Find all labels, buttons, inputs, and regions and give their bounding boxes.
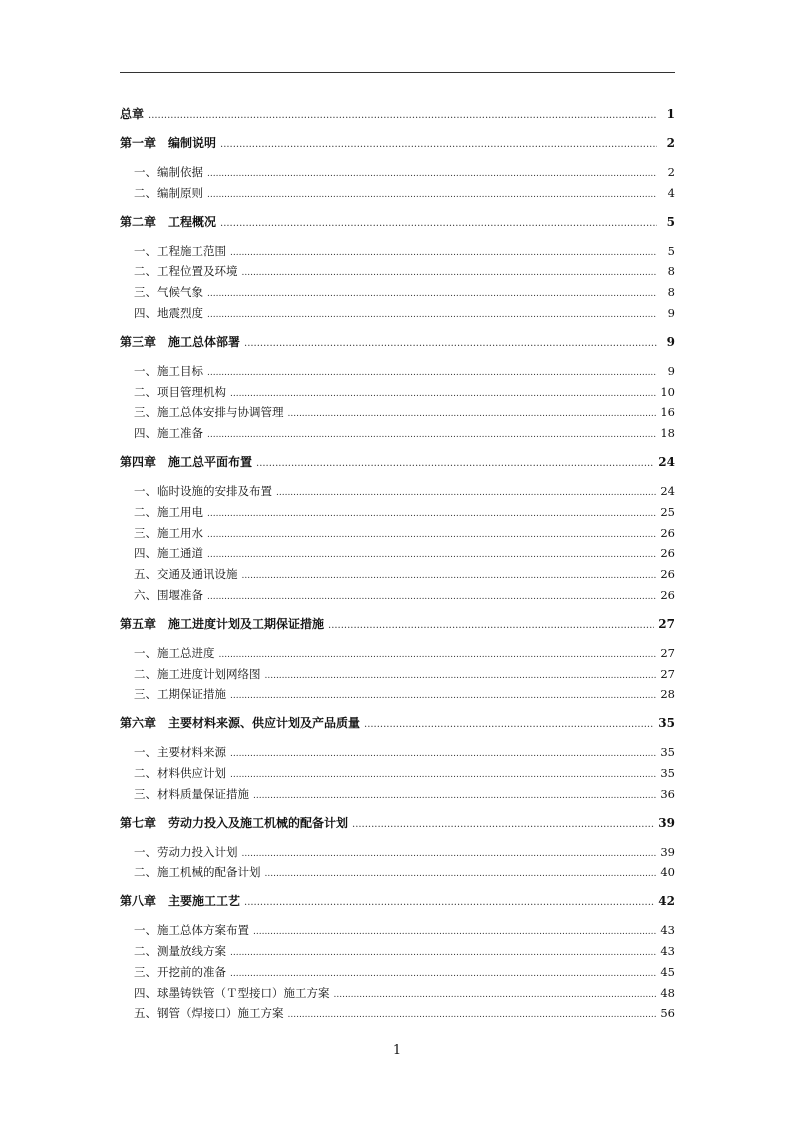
toc-section-entry[interactable] [120, 481, 675, 502]
toc-section-title: 四、施工准备 [134, 426, 203, 441]
toc-leader-dots [230, 243, 657, 264]
toc-chapter-entry[interactable] [120, 212, 675, 233]
toc-section-page: 24 [660, 483, 675, 498]
toc-section-entry[interactable] [120, 585, 675, 606]
toc-leader-dots [256, 453, 654, 474]
toc-section-entry[interactable] [120, 423, 675, 444]
toc-chapter-entry[interactable] [120, 713, 675, 734]
toc-section-page: 26 [660, 546, 675, 561]
toc-leader-dots [148, 105, 657, 126]
toc-leader-dots [288, 1005, 657, 1026]
toc-chapter-title: 第四章 施工总平面布置 [120, 454, 253, 469]
toc-leader-dots [230, 765, 656, 786]
toc-leader-dots [352, 814, 654, 835]
toc-chapter-title: 第一章 编制说明 [120, 136, 217, 150]
toc-chapter-title: 第三章 施工总体部署 [120, 334, 241, 349]
toc-section-title: 二、施工机械的配备计划 [134, 865, 261, 880]
toc-chapter-entry[interactable] [120, 614, 675, 635]
toc-section-page: 4 [667, 185, 675, 200]
toc-section-title: 二、施工进度计划网络图 [134, 666, 261, 681]
toc-leader-dots [230, 943, 656, 964]
toc-section-title: 五、交通及通讯设施 [134, 567, 238, 582]
toc-chapter-title: 第八章 主要施工工艺 [120, 894, 241, 909]
toc-section-page: 9 [667, 305, 675, 320]
toc-leader-dots [207, 164, 657, 185]
toc-section-page: 56 [660, 1006, 675, 1021]
toc-section-page: 26 [660, 567, 675, 582]
toc-section-title: 二、项目管理机构 [134, 384, 226, 399]
toc-section-entry[interactable] [120, 763, 675, 784]
toc-section-title: 三、施工总体安排与协调管理 [134, 405, 284, 420]
toc-chapter-entry[interactable] [120, 452, 675, 473]
toc-chapter-entry[interactable] [120, 104, 675, 125]
table-of-contents [120, 104, 675, 1024]
toc-section-page: 40 [660, 865, 675, 880]
toc-section-title: 三、气候气象 [134, 285, 203, 300]
toc-section-entry[interactable] [120, 282, 675, 303]
toc-leader-dots [253, 922, 656, 943]
page-number: 1 [392, 1043, 402, 1058]
toc-leader-dots [230, 744, 656, 765]
toc-leader-dots [364, 714, 654, 735]
toc-leader-dots [244, 333, 657, 354]
toc-section-page: 39 [660, 844, 675, 859]
toc-section-title: 二、测量放线方案 [134, 943, 226, 958]
toc-section-title: 三、开挖前的准备 [134, 964, 226, 979]
toc-section-entry[interactable] [120, 543, 675, 564]
toc-chapter-title: 第二章 工程概况 [120, 214, 217, 229]
toc-section-entry[interactable] [120, 920, 675, 941]
toc-section-entry[interactable] [120, 241, 675, 262]
toc-chapter-page: 1 [666, 107, 675, 121]
toc-section-entry[interactable] [120, 361, 675, 382]
toc-section-page: 27 [660, 666, 675, 681]
toc-section-entry[interactable] [120, 742, 675, 763]
toc-leader-dots [242, 844, 657, 865]
toc-section-entry[interactable] [120, 183, 675, 204]
toc-chapter-page: 5 [666, 214, 675, 229]
toc-leader-dots [288, 404, 657, 425]
toc-section-entry[interactable] [120, 983, 675, 1004]
toc-section-title: 一、施工目标 [134, 363, 203, 378]
toc-section-page: 5 [667, 243, 675, 258]
toc-section-entry[interactable] [120, 643, 675, 664]
toc-leader-dots [230, 686, 656, 707]
toc-section-page: 35 [660, 765, 675, 780]
toc-section-page: 28 [660, 687, 675, 702]
toc-section-entry[interactable] [120, 162, 675, 183]
toc-chapter-entry[interactable] [120, 133, 675, 154]
toc-section-page: 36 [660, 786, 675, 801]
toc-chapter-page: 27 [658, 616, 675, 631]
toc-section-page: 18 [660, 426, 675, 441]
toc-chapter-page: 42 [658, 894, 675, 909]
toc-leader-dots [265, 666, 657, 687]
toc-section-entry[interactable] [120, 564, 675, 585]
toc-leader-dots [207, 504, 656, 525]
toc-leader-dots [207, 525, 656, 546]
toc-section-entry[interactable] [120, 382, 675, 403]
toc-leader-dots [334, 985, 657, 1006]
toc-section-entry[interactable] [120, 684, 675, 705]
toc-leader-dots [220, 134, 657, 155]
toc-section-title: 三、工期保证措施 [134, 687, 226, 702]
toc-section-entry[interactable] [120, 941, 675, 962]
toc-section-entry[interactable] [120, 1003, 675, 1024]
toc-section-page: 45 [660, 964, 675, 979]
toc-leader-dots [207, 284, 657, 305]
toc-section-entry[interactable] [120, 962, 675, 983]
toc-chapter-entry[interactable] [120, 813, 675, 834]
toc-section-title: 一、施工总进度 [134, 645, 215, 660]
toc-section-title: 一、主要材料来源 [134, 745, 226, 760]
toc-section-page: 9 [667, 363, 675, 378]
toc-chapter-entry[interactable] [120, 332, 675, 353]
toc-section-title: 三、材料质量保证措施 [134, 786, 249, 801]
toc-chapter-page: 2 [666, 136, 675, 150]
toc-section-page: 2 [667, 165, 675, 179]
toc-section-title: 二、材料供应计划 [134, 765, 226, 780]
toc-section-page: 35 [660, 745, 675, 760]
toc-section-page: 8 [667, 285, 675, 300]
toc-section-page: 26 [660, 525, 675, 540]
toc-section-page: 26 [660, 587, 675, 602]
toc-section-title: 二、工程位置及环境 [134, 264, 238, 279]
toc-section-title: 四、球墨铸铁管（Ｔ型接口）施工方案 [134, 985, 330, 1000]
toc-section-page: 48 [660, 985, 675, 1000]
toc-section-entry[interactable] [120, 261, 675, 282]
toc-leader-dots [328, 615, 654, 636]
toc-section-title: 三、施工用水 [134, 525, 203, 540]
toc-section-title: 五、钢管（焊接口）施工方案 [134, 1006, 284, 1021]
toc-leader-dots [276, 483, 656, 504]
toc-section-page: 25 [660, 504, 675, 519]
toc-leader-dots [207, 545, 656, 566]
toc-section-title: 四、施工通道 [134, 546, 203, 561]
toc-section-title: 四、地震烈度 [134, 305, 203, 320]
toc-section-title: 一、临时设施的安排及布置 [134, 483, 272, 498]
toc-chapter-title: 总章 [120, 107, 145, 121]
toc-section-page: 8 [667, 264, 675, 279]
toc-section-title: 二、施工用电 [134, 504, 203, 519]
toc-section-entry[interactable] [120, 664, 675, 685]
toc-section-entry[interactable] [120, 523, 675, 544]
toc-section-entry[interactable] [120, 402, 675, 423]
toc-chapter-entry[interactable] [120, 891, 675, 912]
toc-section-title: 一、劳动力投入计划 [134, 844, 238, 859]
toc-leader-dots [207, 425, 656, 446]
toc-section-title: 二、编制原则 [134, 185, 203, 200]
toc-section-title: 一、编制依据 [134, 165, 203, 179]
toc-chapter-page: 35 [658, 716, 675, 731]
toc-section-page: 16 [660, 405, 675, 420]
toc-section-page: 43 [660, 923, 675, 938]
header-rule [120, 72, 675, 73]
toc-leader-dots [207, 363, 657, 384]
toc-chapter-page: 24 [658, 454, 675, 469]
toc-chapter-page: 9 [666, 334, 675, 349]
toc-leader-dots [253, 786, 656, 807]
toc-section-entry[interactable] [120, 502, 675, 523]
toc-chapter-title: 第六章 主要材料来源、供应计划及产品质量 [120, 716, 361, 731]
toc-section-page: 27 [660, 645, 675, 660]
toc-leader-dots [219, 645, 657, 666]
toc-leader-dots [220, 213, 657, 234]
toc-section-title: 六、围堰准备 [134, 587, 203, 602]
toc-chapter-title: 第五章 施工进度计划及工期保证措施 [120, 616, 325, 631]
toc-leader-dots [242, 263, 658, 284]
toc-leader-dots [244, 892, 654, 913]
toc-leader-dots [242, 566, 657, 587]
toc-section-entry[interactable] [120, 784, 675, 805]
toc-section-entry[interactable] [120, 862, 675, 883]
toc-section-entry[interactable] [120, 842, 675, 863]
toc-section-page: 10 [660, 384, 675, 399]
toc-leader-dots [230, 964, 656, 985]
toc-section-title: 一、工程施工范围 [134, 243, 226, 258]
toc-leader-dots [207, 305, 657, 326]
toc-chapter-page: 39 [658, 815, 675, 830]
toc-leader-dots [207, 185, 657, 206]
toc-chapter-title: 第七章 劳动力投入及施工机械的配备计划 [120, 815, 349, 830]
toc-section-page: 43 [660, 943, 675, 958]
toc-section-entry[interactable] [120, 303, 675, 324]
toc-leader-dots [230, 384, 656, 405]
toc-leader-dots [265, 864, 657, 885]
toc-section-title: 一、施工总体方案布置 [134, 923, 249, 938]
toc-leader-dots [207, 587, 656, 608]
